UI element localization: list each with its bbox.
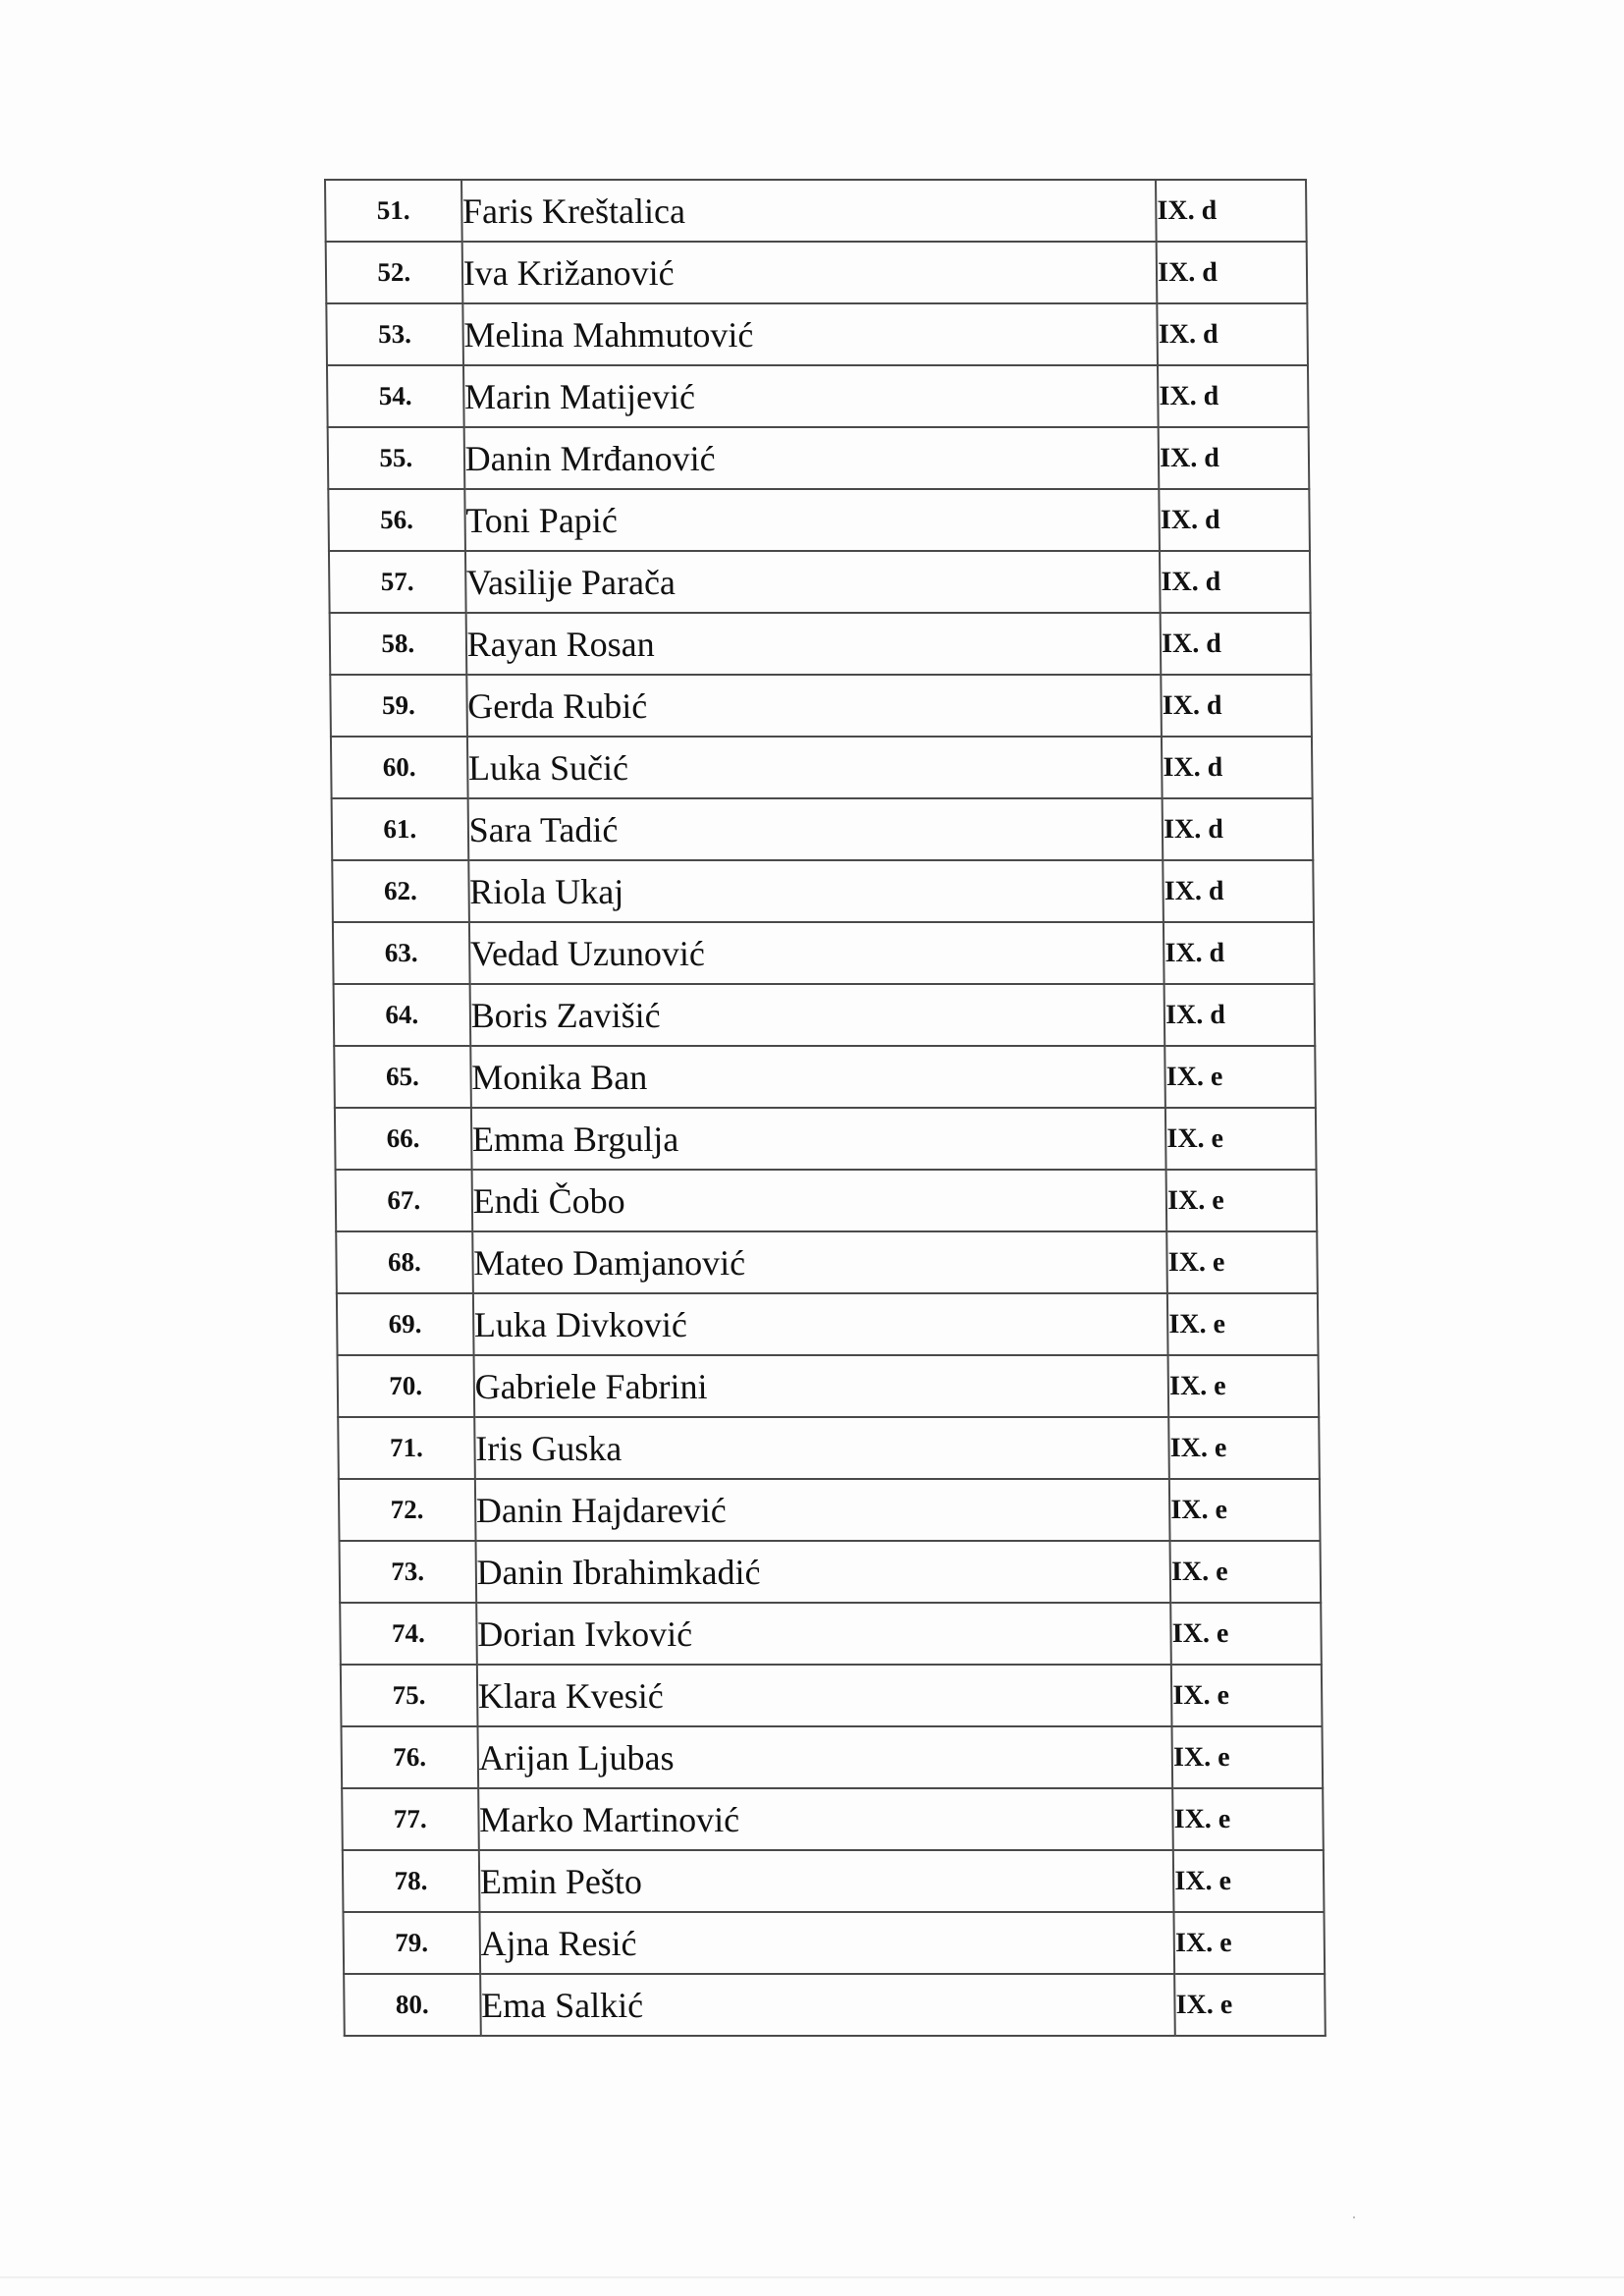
student-name: Vedad Uzunović	[469, 922, 1164, 984]
row-number: 62.	[332, 860, 468, 922]
student-name: Danin Mrđanović	[463, 427, 1159, 489]
row-number: 52.	[326, 242, 462, 303]
row-number: 54.	[327, 365, 463, 427]
table-row	[340, 1541, 1322, 1603]
class-label: IX. d	[1163, 798, 1313, 860]
student-name: Emin Pešto	[479, 1850, 1174, 1912]
table-row	[325, 180, 1307, 242]
student-name: Emma Brgulja	[471, 1108, 1166, 1170]
class-label: IX. d	[1161, 613, 1311, 675]
student-name: Ajna Resić	[479, 1912, 1174, 1974]
table-row	[333, 922, 1315, 984]
table-row	[337, 1293, 1319, 1355]
row-number: 69.	[337, 1293, 473, 1355]
row-number: 57.	[329, 551, 465, 613]
table-row	[342, 1788, 1324, 1850]
row-number: 53.	[326, 303, 462, 365]
table-row	[336, 1170, 1318, 1231]
student-name: Iris Guska	[474, 1417, 1169, 1479]
class-label: IX. e	[1167, 1293, 1318, 1355]
class-label: IX. e	[1166, 1231, 1317, 1293]
class-label: IX. d	[1164, 984, 1315, 1046]
row-number: 63.	[333, 922, 469, 984]
student-name: Monika Ban	[470, 1046, 1165, 1108]
class-label: IX. d	[1163, 860, 1313, 922]
row-number: 79.	[343, 1912, 479, 1974]
row-number: 77.	[342, 1788, 478, 1850]
table-row	[330, 675, 1312, 737]
table-row	[339, 1479, 1321, 1541]
table-row	[338, 1355, 1320, 1417]
student-name: Marko Martinović	[478, 1788, 1173, 1850]
class-label: IX. e	[1172, 1788, 1323, 1850]
table-row	[336, 1231, 1318, 1293]
row-number: 66.	[335, 1108, 471, 1170]
student-name: Iva Križanović	[461, 242, 1157, 303]
class-label: IX. e	[1173, 1850, 1324, 1912]
student-name: Gerda Rubić	[466, 675, 1162, 737]
student-name: Ema Salkić	[480, 1974, 1175, 2036]
table-row	[344, 1974, 1326, 2036]
class-label: IX. e	[1174, 1912, 1325, 1974]
table-row	[334, 1046, 1316, 1108]
table-row	[331, 737, 1313, 798]
scan-edge-line	[0, 2276, 1624, 2278]
student-name: Boris Zavišić	[469, 984, 1164, 1046]
table-row	[332, 798, 1314, 860]
student-name: Gabriele Fabrini	[473, 1355, 1168, 1417]
row-number: 67.	[336, 1170, 472, 1231]
row-number: 75.	[341, 1665, 477, 1726]
class-label: IX. d	[1156, 180, 1306, 242]
table-row	[330, 613, 1312, 675]
row-number: 60.	[331, 737, 467, 798]
table-row	[326, 303, 1308, 365]
student-name: Riola Ukaj	[468, 860, 1164, 922]
row-number: 71.	[338, 1417, 474, 1479]
student-name: Toni Papić	[464, 489, 1160, 551]
table-row	[326, 242, 1308, 303]
student-name: Rayan Rosan	[465, 613, 1161, 675]
student-name: Danin Ibrahimkadić	[475, 1541, 1170, 1603]
row-number: 76.	[342, 1726, 478, 1788]
row-number: 68.	[336, 1231, 472, 1293]
table-row	[341, 1665, 1323, 1726]
row-number: 59.	[330, 675, 466, 737]
table-row	[340, 1603, 1322, 1665]
table-row	[343, 1912, 1325, 1974]
row-number: 80.	[344, 1974, 480, 2036]
row-number: 51.	[325, 180, 461, 242]
student-name: Melina Mahmutović	[462, 303, 1158, 365]
class-label: IX. d	[1164, 922, 1314, 984]
class-label: IX. e	[1168, 1355, 1319, 1417]
table-row	[342, 1726, 1324, 1788]
row-number: 55.	[328, 427, 464, 489]
class-label: IX. e	[1169, 1479, 1320, 1541]
class-label: IX. d	[1158, 303, 1308, 365]
row-number: 78.	[343, 1850, 479, 1912]
class-label: IX. e	[1171, 1665, 1322, 1726]
student-name: Mateo Damjanović	[472, 1231, 1167, 1293]
row-number: 61.	[332, 798, 468, 860]
student-name: Sara Tadić	[467, 798, 1163, 860]
class-label: IX. d	[1159, 427, 1309, 489]
student-name: Endi Čobo	[471, 1170, 1166, 1231]
row-number: 64.	[334, 984, 470, 1046]
class-label: IX. e	[1165, 1108, 1316, 1170]
row-number: 58.	[330, 613, 466, 675]
table-row	[329, 551, 1311, 613]
student-name: Arijan Ljubas	[477, 1726, 1172, 1788]
class-label: IX. d	[1160, 551, 1310, 613]
table-row	[327, 365, 1309, 427]
table-row	[335, 1108, 1317, 1170]
class-label: IX. d	[1162, 737, 1312, 798]
row-number: 74.	[340, 1603, 476, 1665]
class-label: IX. e	[1170, 1541, 1321, 1603]
class-label: IX. e	[1164, 1046, 1315, 1108]
table-row	[332, 860, 1314, 922]
student-list-body	[325, 180, 1326, 2036]
row-number: 73.	[340, 1541, 476, 1603]
student-name: Luka Divković	[473, 1293, 1168, 1355]
table-row	[328, 427, 1310, 489]
student-name: Faris Kreštalica	[461, 180, 1157, 242]
student-name: Marin Matijević	[463, 365, 1159, 427]
class-label: IX. e	[1166, 1170, 1317, 1231]
row-number: 56.	[328, 489, 464, 551]
student-name: Danin Hajdarević	[475, 1479, 1170, 1541]
table-row	[338, 1417, 1320, 1479]
class-label: IX. e	[1172, 1726, 1323, 1788]
table-row	[334, 984, 1316, 1046]
row-number: 72.	[339, 1479, 475, 1541]
class-label: IX. d	[1158, 365, 1308, 427]
row-number: 70.	[338, 1355, 474, 1417]
class-label: IX. d	[1162, 675, 1312, 737]
scan-speck	[1353, 2216, 1355, 2218]
student-name: Dorian Ivković	[476, 1603, 1171, 1665]
class-label: IX. e	[1174, 1974, 1325, 2036]
class-label: IX. e	[1170, 1603, 1321, 1665]
student-list-table	[324, 179, 1326, 2037]
student-name: Vasilije Parača	[465, 551, 1161, 613]
student-name: Klara Kvesić	[477, 1665, 1172, 1726]
class-label: IX. e	[1168, 1417, 1319, 1479]
table-row	[343, 1850, 1325, 1912]
student-name: Luka Sučić	[467, 737, 1163, 798]
table-row	[328, 489, 1310, 551]
row-number: 65.	[334, 1046, 470, 1108]
class-label: IX. d	[1157, 242, 1307, 303]
class-label: IX. d	[1160, 489, 1310, 551]
